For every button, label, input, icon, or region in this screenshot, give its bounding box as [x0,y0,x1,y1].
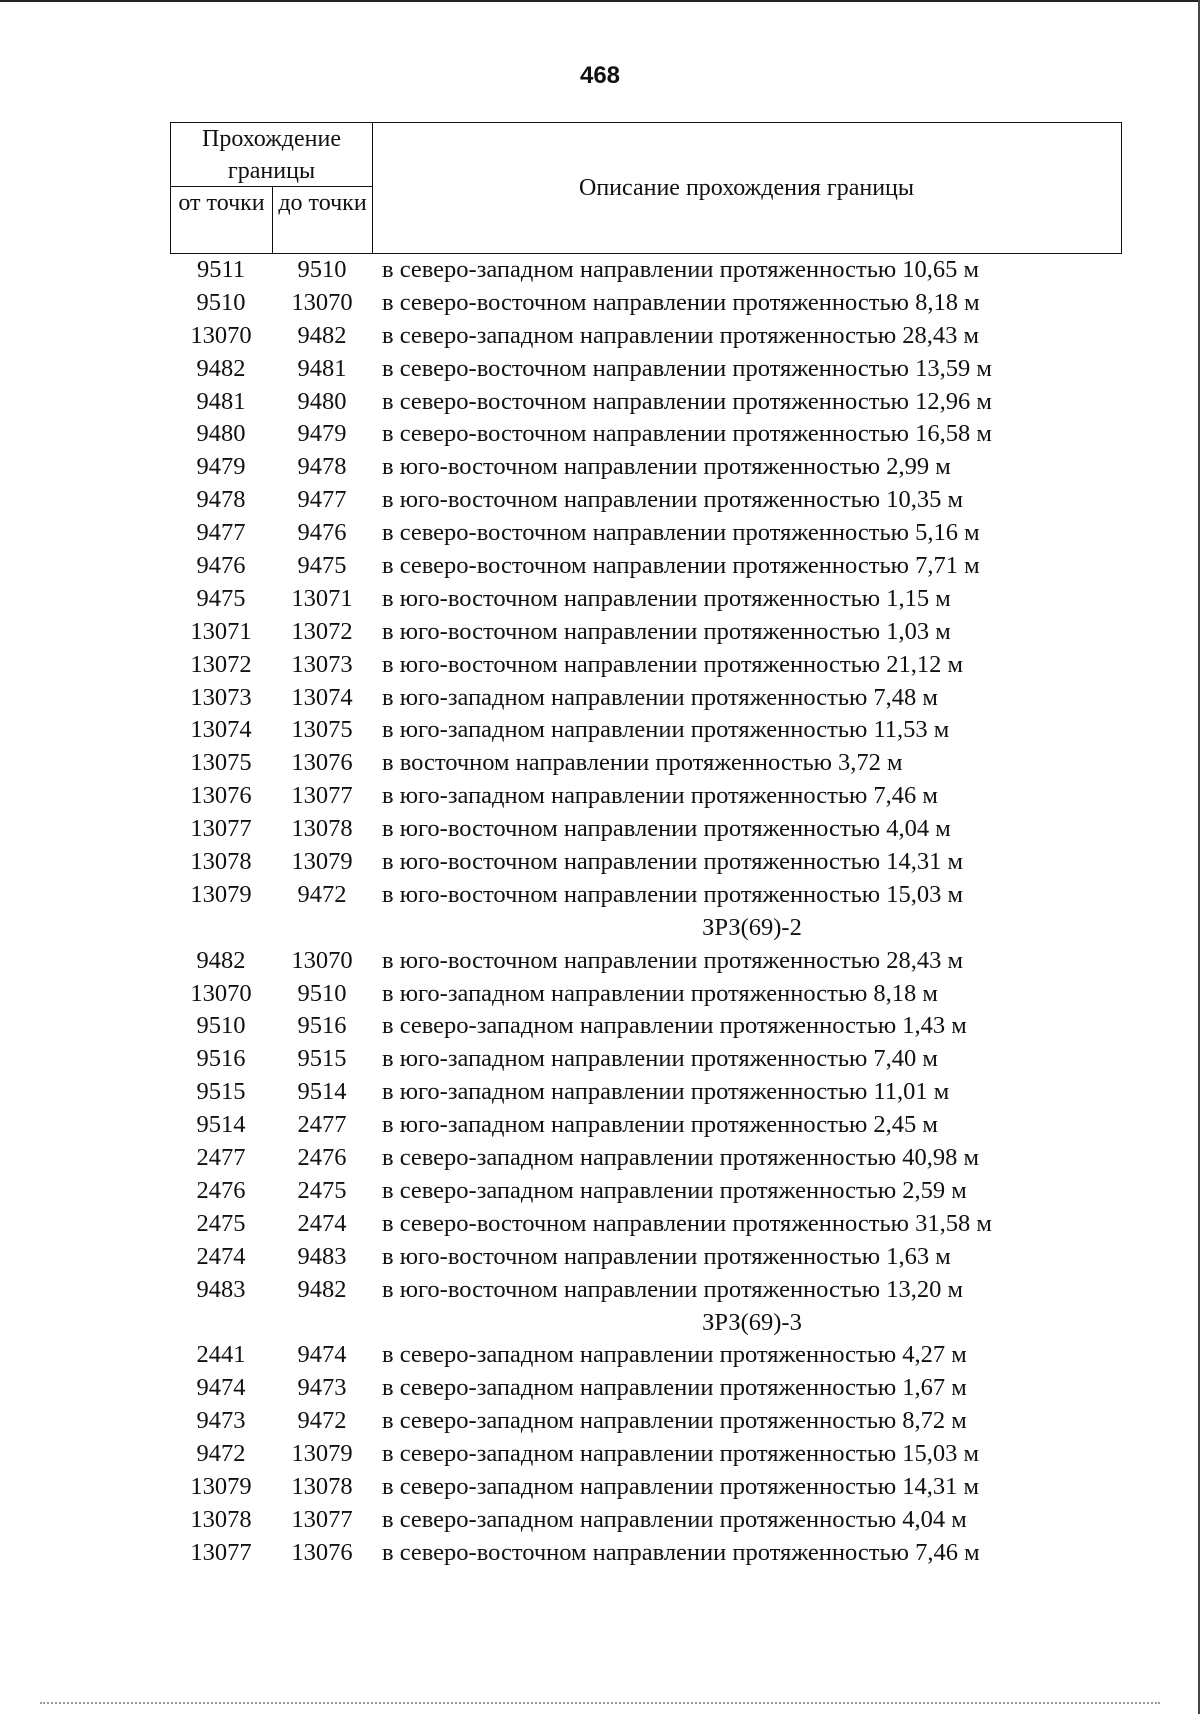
from-point-cell: 13079 [190,880,252,908]
to-point-cell: 13071 [291,584,353,612]
to-point-cell: 9480 [297,387,347,415]
table-row [170,879,1130,912]
description-cell: в юго-восточном направлении протяженностью 10,35 м [382,486,963,514]
to-point-cell: 9478 [297,453,347,481]
table-row [170,517,1130,550]
to-point-cell: 9510 [297,256,347,283]
description-cell: в юго-западном направлении протяженностью 11,53 м [382,716,950,744]
from-point-cell: 13077 [190,815,252,843]
table-row [170,583,1130,616]
description-cell: в северо-западном направлении протяженностью 40,98 м [382,1144,980,1172]
table-header [170,122,1122,254]
table-row [170,1372,1130,1405]
from-point-cell: 9478 [196,486,246,514]
from-point-cell: 9476 [196,552,246,580]
table-row [170,978,1130,1011]
table-row [170,254,1130,287]
description-cell: в юго-западном направлении протяженностью 11,01 м [382,1078,950,1106]
to-point-cell: 9516 [297,1012,347,1040]
from-point-cell: 9472 [196,1440,246,1468]
to-point-cell: 9473 [297,1374,347,1402]
from-point-cell: 9510 [196,1012,246,1040]
from-point-cell: 9510 [196,288,246,316]
to-point-cell: 9482 [297,1275,347,1303]
table-row [170,418,1130,451]
from-point-cell: 13073 [190,683,252,711]
header-to-point: до точки [273,187,373,253]
description-cell: в северо-восточном направлении протяженностью 13,59 м [382,354,992,382]
table-row [170,1438,1130,1471]
from-point-cell: 13076 [190,782,252,810]
section-heading: ЗРЗ(69)-3 [702,1308,802,1336]
table-row [170,1339,1130,1372]
to-point-cell: 9515 [297,1045,347,1073]
to-point-cell: 9510 [297,979,347,1007]
to-point-cell: 13070 [291,946,353,974]
table-row [170,616,1130,649]
table-row [170,1274,1130,1307]
table-row [170,813,1130,846]
from-point-cell: 13070 [190,979,252,1007]
description-cell: в юго-восточном направлении протяженностью 28,43 м [382,946,963,974]
from-point-cell: 2477 [196,1144,246,1172]
description-cell: в северо-западном направлении протяженностью 1,43 м [382,1012,967,1040]
description-cell: в юго-западном направлении протяженностью 7,48 м [382,683,938,711]
to-point-cell: 13076 [291,1538,353,1566]
from-point-cell: 13079 [190,1472,252,1500]
table-row [170,550,1130,583]
to-point-cell: 13079 [291,1440,353,1468]
from-point-cell: 9473 [196,1407,246,1435]
table-row [170,386,1130,419]
table-row [170,1043,1130,1076]
table-row [170,353,1130,386]
to-point-cell: 9481 [297,354,347,382]
description-cell: в юго-восточном направлении протяженностью 4,04 м [382,815,951,843]
page-edge-dots [40,1702,1160,1704]
from-point-cell: 13078 [190,1505,252,1533]
description-cell: в северо-западном направлении протяженностью 1,67 м [382,1374,967,1402]
description-cell: в северо-западном направлении протяженностью 8,72 м [382,1407,967,1435]
to-point-cell: 13070 [291,288,353,316]
from-point-cell: 2476 [196,1176,246,1204]
page-number: 468 [579,62,621,89]
description-cell: в северо-восточном направлении протяженностью 7,46 м [382,1538,980,1566]
to-point-cell: 9475 [297,552,347,580]
description-cell: в юго-восточном направлении протяженностью 2,99 м [382,453,951,481]
to-point-cell: 9472 [297,880,347,908]
table-row [170,1208,1130,1241]
header-boundary-passage: Прохождение границы [171,123,373,187]
to-point-cell: 9479 [297,420,347,448]
description-cell: в северо-западном направлении протяженностью 10,65 м [382,256,980,283]
from-point-cell: 9514 [196,1111,246,1139]
to-point-cell: 9514 [297,1078,347,1106]
to-point-cell: 9483 [297,1242,347,1270]
from-point-cell: 9482 [196,354,246,382]
table-row [170,1076,1130,1109]
table-row [170,945,1130,978]
description-cell: в юго-восточном направлении протяженностью 21,12 м [382,650,963,678]
description-cell: в юго-западном направлении протяженностью 2,45 м [382,1111,938,1139]
from-point-cell: 9515 [196,1078,246,1106]
to-point-cell: 13079 [291,848,353,876]
description-cell: в северо-западном направлении протяженностью 14,31 м [382,1472,980,1500]
description-cell: в северо-западном направлении протяженностью 4,27 м [382,1341,967,1369]
description-cell: в юго-западном направлении протяженностью 8,18 м [382,979,938,1007]
description-cell: в юго-восточном направлении протяженностью 15,03 м [382,880,963,908]
header-description: Описание прохождения границы [578,175,914,201]
to-point-cell: 13078 [291,815,353,843]
table-body [170,254,1130,1570]
to-point-cell: 2477 [297,1111,347,1139]
table-row [170,287,1130,320]
table-row [170,714,1130,747]
to-point-cell: 2475 [297,1176,347,1204]
table-row [170,451,1130,484]
from-point-cell: 2474 [196,1242,246,1270]
description-cell: в северо-восточном направлении протяженностью 5,16 м [382,519,980,547]
description-cell: в восточном направлении протяженностью 3,72 м [382,749,903,777]
description-cell: в северо-западном направлении протяженностью 2,59 м [382,1176,967,1204]
to-point-cell: 13077 [291,1505,353,1533]
table-row [170,649,1130,682]
from-point-cell: 9480 [196,420,246,448]
from-point-cell: 13072 [190,650,252,678]
from-point-cell: 2441 [196,1341,246,1369]
to-point-cell: 9472 [297,1407,347,1435]
table-row [170,1241,1130,1274]
table-row [170,1471,1130,1504]
to-point-cell: 13072 [291,617,353,645]
from-point-cell: 9477 [196,519,246,547]
table-row [170,1010,1130,1043]
to-point-cell: 9474 [297,1341,347,1369]
to-point-cell: 2474 [297,1209,347,1237]
description-cell: в юго-восточном направлении протяженностью 1,03 м [382,617,951,645]
description-cell: в юго-западном направлении протяженностью 7,40 м [382,1045,938,1073]
to-point-cell: 9477 [297,486,347,514]
to-point-cell: 9476 [297,519,347,547]
from-point-cell: 9511 [196,256,246,283]
to-point-cell: 13074 [291,683,353,711]
table-row [170,1109,1130,1142]
description-cell: в северо-западном направлении протяженностью 28,43 м [382,321,980,349]
from-point-cell: 9516 [196,1045,246,1073]
table-row [170,780,1130,813]
from-point-cell: 9481 [196,387,246,415]
from-point-cell: 13070 [190,321,252,349]
description-cell: в юго-восточном направлении протяженностью 13,20 м [382,1275,963,1303]
description-cell: в юго-восточном направлении протяженностью 14,31 м [382,848,963,876]
table-row [170,320,1130,353]
table-row [170,1142,1130,1175]
description-cell: в юго-восточном направлении протяженностью 1,63 м [382,1242,951,1270]
table-row [170,846,1130,879]
to-point-cell: 13075 [291,716,353,744]
to-point-cell: 9482 [297,321,347,349]
from-point-cell: 9483 [196,1275,246,1303]
from-point-cell: 9479 [196,453,246,481]
description-cell: в северо-восточном направлении протяженностью 31,58 м [382,1209,992,1237]
description-cell: в северо-западном направлении протяженностью 15,03 м [382,1440,980,1468]
header-from-point: от точки [171,187,273,253]
table-row [170,484,1130,517]
to-point-cell: 13076 [291,749,353,777]
table-row [170,1537,1130,1570]
from-point-cell: 13077 [190,1538,252,1566]
description-cell: в северо-восточном направлении протяженностью 7,71 м [382,552,980,580]
from-point-cell: 9475 [196,584,246,612]
description-cell: в северо-восточном направлении протяженностью 16,58 м [382,420,992,448]
description-cell: в северо-восточном направлении протяженностью 8,18 м [382,288,980,316]
description-cell: в северо-восточном направлении протяженностью 12,96 м [382,387,992,415]
section-heading: ЗРЗ(69)-2 [702,913,802,941]
description-cell: в юго-восточном направлении протяженностью 1,15 м [382,584,951,612]
table-row [170,682,1130,715]
from-point-cell: 13074 [190,716,252,744]
from-point-cell: 9474 [196,1374,246,1402]
to-point-cell: 13077 [291,782,353,810]
from-point-cell: 13071 [190,617,252,645]
description-cell: в юго-западном направлении протяженностью 7,46 м [382,782,938,810]
table-row [170,1175,1130,1208]
to-point-cell: 13073 [291,650,353,678]
table-row [170,1504,1130,1537]
description-cell: в северо-западном направлении протяженностью 4,04 м [382,1505,967,1533]
from-point-cell: 13078 [190,848,252,876]
page-frame-top [0,0,1200,2]
to-point-cell: 13078 [291,1472,353,1500]
table-row [170,1405,1130,1438]
to-point-cell: 2476 [297,1144,347,1172]
from-point-cell: 2475 [196,1209,246,1237]
from-point-cell: 13075 [190,749,252,777]
table-row [170,747,1130,780]
from-point-cell: 9482 [196,946,246,974]
